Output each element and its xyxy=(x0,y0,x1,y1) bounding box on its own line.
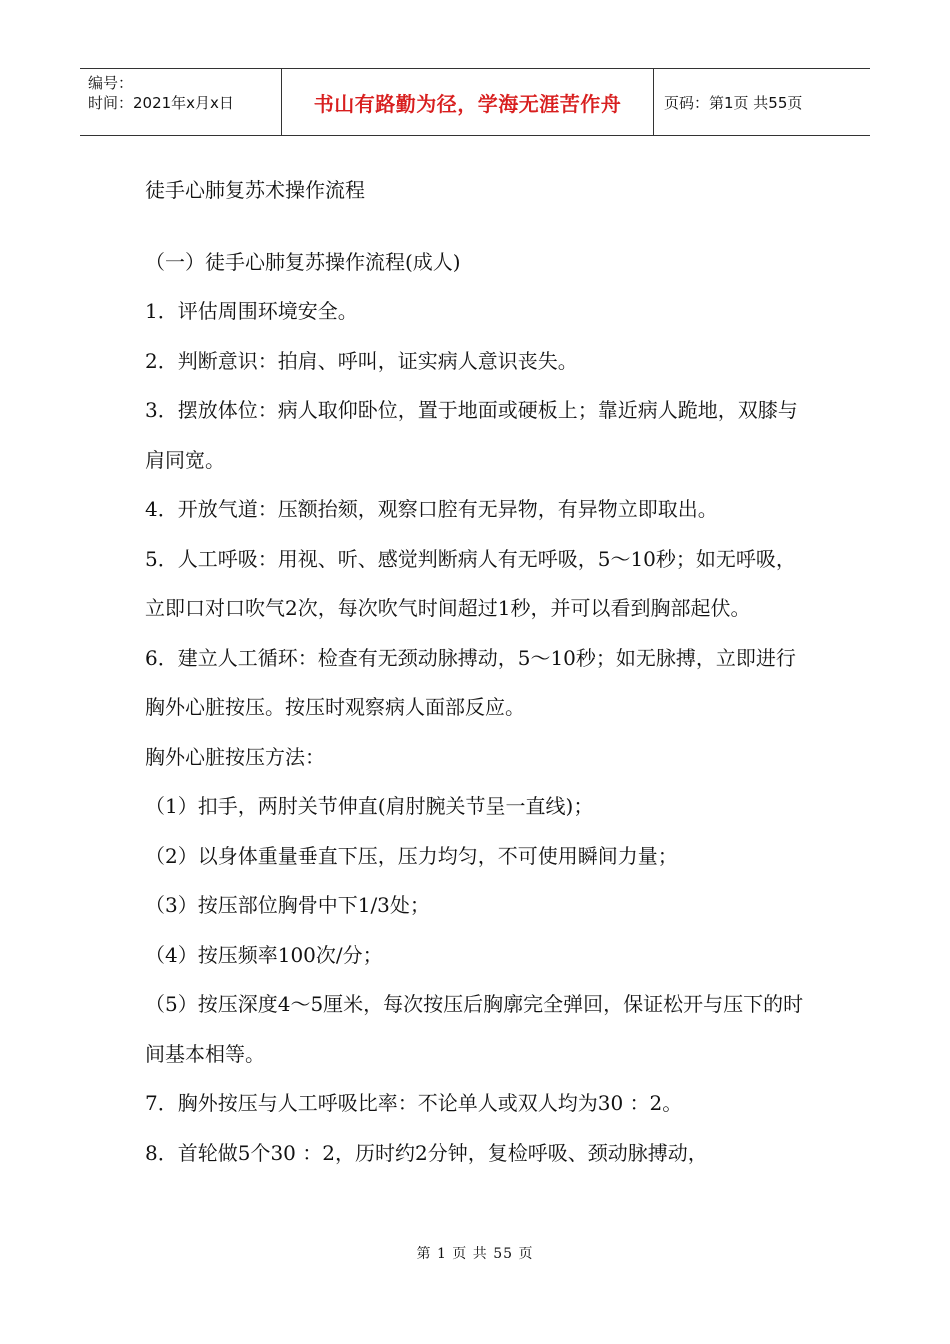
paragraph: 8．首轮做5个30 ：2，历时约2分钟，复检呼吸、颈动脉搏动， xyxy=(145,1140,708,1165)
page-footer: 第 1 页 共 55 页 xyxy=(416,1246,534,1262)
document-title: 徒手心肺复苏术操作流程 xyxy=(145,178,365,202)
paragraph: 2．判断意识：拍肩、呼叫，证实病人意识丧失。 xyxy=(145,348,578,373)
paragraph: 4．开放气道：压额抬颏，观察口腔有无异物，有异物立即取出。 xyxy=(145,497,718,521)
paragraph: 6．建立人工循环：检查有无颈动脉搏动，5～10秒；如无脉搏，立即进行胸外心脏按压。按压时观察病人面部反应。 xyxy=(145,645,796,719)
paragraph: 3．摆放体位：病人取仰卧位，置于地面或硬板上；靠近病人跪地，双膝与肩同宽。 xyxy=(145,398,798,472)
time-label: 时间：2021年x月x日 xyxy=(88,94,234,112)
paragraph: 1．评估周围环境安全。 xyxy=(145,299,358,323)
paragraph: （5）按压深度4～5厘米，每次按压后胸廓完全弹回，保证松开与压下的时间基本相等。 xyxy=(145,992,804,1066)
paragraph: 5．人工呼吸：用视、听、感觉判断病人有无呼吸，5～10秒；如无呼吸，立即口对口吹气2次，每次吹气时间超过1秒，并可以看到胸部起伏。 xyxy=(145,546,796,620)
paragraph: （3）按压部位胸骨中下1/3处； xyxy=(145,893,430,917)
document-header xyxy=(80,68,870,136)
paragraph: 7．胸外按压与人工呼吸比率：不论单人或双人均为30 ：2。 xyxy=(145,1091,683,1115)
header-page-info: 页码：第1页 共55页 xyxy=(664,93,803,112)
number-label: 编号： xyxy=(88,74,134,92)
paragraph: （2）以身体重量垂直下压，压力均匀，不可使用瞬间力量； xyxy=(145,843,678,868)
paragraph: （一）徒手心肺复苏操作流程(成人) xyxy=(145,249,461,274)
paragraph: （1）扣手，两肘关节伸直(肩肘腕关节呈一直线)； xyxy=(145,794,594,818)
header-meta xyxy=(80,69,282,135)
paragraph: （4）按压频率100次/分； xyxy=(145,942,383,967)
header-motto: 书山有路勤为径，学海无涯苦作舟 xyxy=(282,69,654,135)
paragraph: 胸外心脏按压方法： xyxy=(145,744,325,769)
document-body xyxy=(145,166,805,1178)
